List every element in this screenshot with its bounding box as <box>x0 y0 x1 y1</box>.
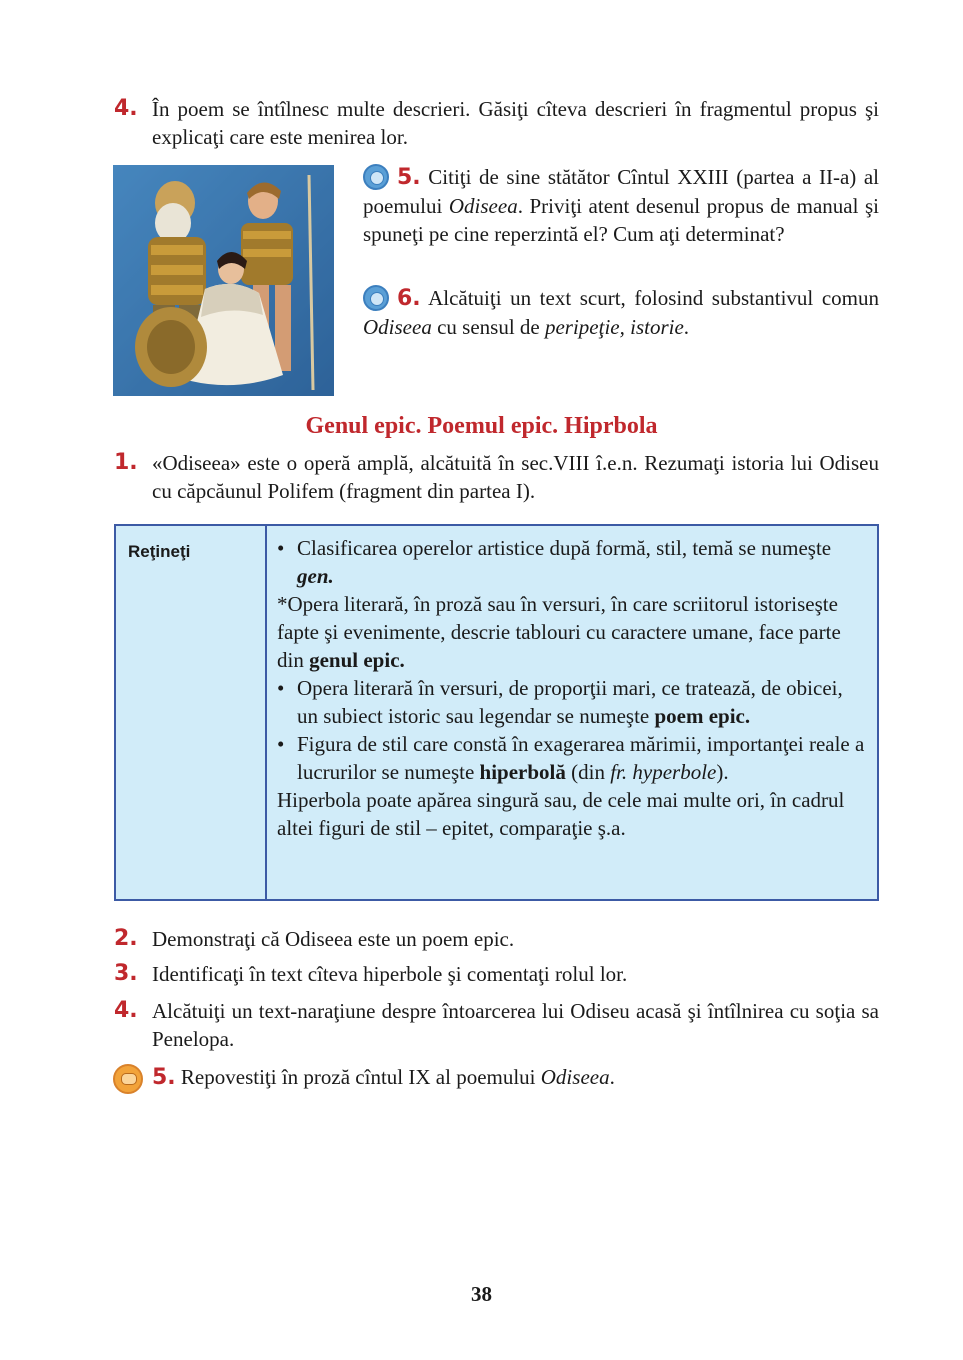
pair-work-icon <box>363 164 389 190</box>
term-genul-epic: genul epic. <box>309 648 405 672</box>
work-title: Odiseea <box>363 315 432 339</box>
question-text: În poem se întîlnesc multe descrieri. Găsiţi cîteva descrieri în fragmentul propus şi explicaţi care este menirea lor. <box>152 97 879 149</box>
question-3 <box>114 960 879 988</box>
question-1 <box>114 449 879 505</box>
language-abbrev: fr. <box>610 760 628 784</box>
question-text: Citiţi de sine stătător Cîntul XXIII (partea a II-a) al poemului <box>363 165 880 218</box>
question-text: Alcătuiţi un text-naraţiune despre întoarcerea lui Odiseu acasă şi întîlnirea cu soţia sa Penelopa. <box>152 999 879 1051</box>
question-line <box>114 1063 879 1092</box>
definition-text: *Opera literară, în proză sau în versuri, în care scriitorul istoriseşte fapte şi evenimente, descrie tablouri cu caractere umane, face parte din <box>277 592 841 672</box>
definition-text: ). <box>716 760 729 784</box>
question-number: 1. <box>114 450 138 475</box>
definition-bullet-poem <box>277 674 867 730</box>
pair-work-icon <box>363 285 389 311</box>
question-text-mid: cu sensul de <box>431 315 545 339</box>
work-title: Odiseea <box>540 1065 610 1089</box>
illustration-image <box>113 165 334 396</box>
question-number: 3. <box>114 961 138 986</box>
question-number: 2. <box>114 926 138 951</box>
remember-label: Reţineţi <box>116 526 267 899</box>
work-title: Odiseea <box>448 194 518 218</box>
question-text-end: . <box>683 315 690 339</box>
odyssey-illustration <box>113 165 334 396</box>
question-text: Identificaţi în text cîteva hiperbole şi comentaţi rolul lor. <box>152 962 628 986</box>
question-6 <box>363 284 879 341</box>
definition-text: Opera literară în versuri, de proporţii mari, ce tratează, de obicei, un subiect istoric sau legendar se numeşte <box>297 676 843 728</box>
page-number: 38 <box>471 1282 492 1306</box>
question-text: Demonstraţi că Odiseea este un poem epic. <box>152 927 515 951</box>
question-5-top <box>363 163 879 248</box>
etymon: hyperbole <box>632 760 717 784</box>
definition-epic-genre <box>277 590 867 674</box>
definition-hyperbole-note: Hiperbola poate apărea singură sau, de cele mai multe ori, în cadrul altei figuri de stil – epitet, comparaţie ş.a. <box>277 788 845 840</box>
question-4-top <box>114 95 879 151</box>
meaning-text: peripeţie, istorie <box>544 315 684 339</box>
question-number: 4. <box>114 998 138 1023</box>
question-text: Repovestiţi în proză cîntul IX al poemului <box>180 1065 541 1089</box>
question-number: 5. <box>397 165 421 190</box>
question-text: Alcătuiţi un text scurt, folosind substantivul comun <box>428 286 879 310</box>
definition-bullet-hyperbole <box>277 730 867 786</box>
question-number: 4. <box>114 96 138 121</box>
term-gen: gen. <box>297 564 334 588</box>
remember-content <box>277 534 867 842</box>
question-number: 6. <box>397 286 421 311</box>
question-number: 5. <box>152 1065 176 1090</box>
definition-text: Figura de stil care constă în exagerarea mărimii, importanţei reale a lucrurilor se numeşte <box>297 732 865 784</box>
term-hiperbola: hiperbolă <box>479 760 566 784</box>
section-heading: Genul epic. Poemul epic. Hiprbola <box>305 413 658 439</box>
remember-box <box>114 524 879 901</box>
question-2 <box>114 925 879 953</box>
definition-bullet-gen <box>277 534 867 590</box>
definition-text: (din <box>565 760 611 784</box>
question-5-bottom <box>114 1063 879 1092</box>
definition-text: Clasificarea operelor artistice după formă, stil, temă se numeşte <box>297 536 832 560</box>
question-text-end: . Priviţi atent desenul propus de manual şi spuneţi pe cine reperzintă el? Cum aţi determinat? <box>363 194 879 246</box>
question-text: «Odiseea» este o operă amplă, alcătuită în sec.VIII î.e.n. Rezumaţi istoria lui Odiseu cu căpcăunul Polifem (fragment din partea I). <box>152 451 879 503</box>
term-poem-epic: poem epic. <box>654 704 751 728</box>
question-text-end: . <box>609 1065 615 1089</box>
question-4-bottom <box>114 997 879 1053</box>
